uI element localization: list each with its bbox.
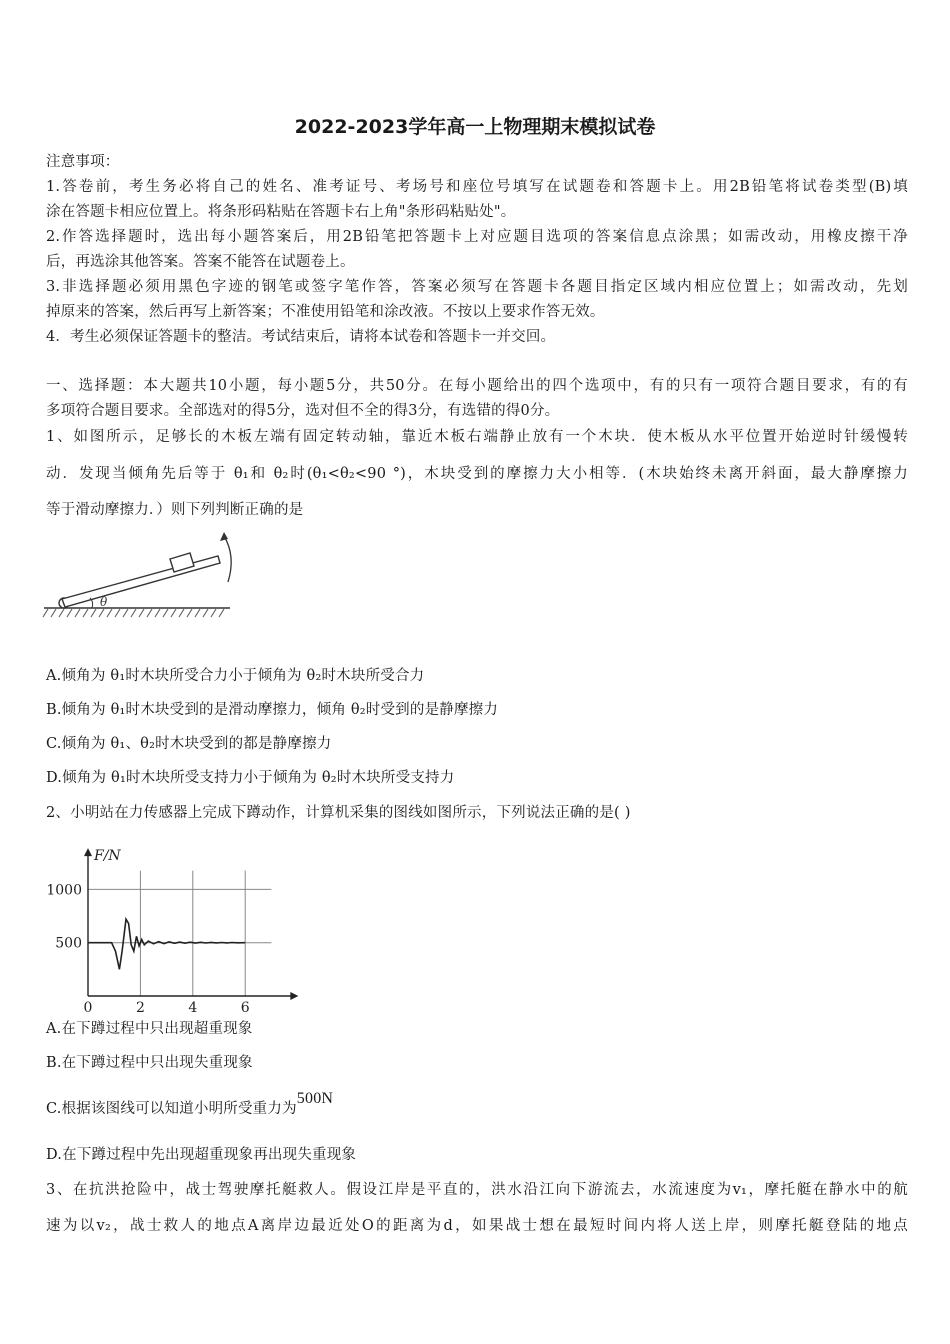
- notice-line: 2.作答选择题时，选出每小题答案后，用2B铅笔把答题卡上对应题目选项的答案信息点涂黑；如需改动，用橡皮擦干净: [46, 229, 908, 245]
- section-instructions: 一、选择题：本大题共10小题，每小题5分，共50分。在每小题给出的四个选项中，有的只有一项符合题目要求，有的有: [46, 378, 908, 394]
- section-instructions: 多项符合题目要求。全部选对的得5分，选对但不全的得3分，有选错的得0分。: [46, 403, 560, 419]
- q2-force-chart: [40, 832, 310, 1012]
- q1-option-b: B.倾角为 θ₁时木块受到的是滑动摩擦力，倾角 θ₂时受到的是静摩擦力: [46, 702, 499, 718]
- notice-line: 4．考生必须保证答题卡的整洁。考试结束后，请将本试卷和答题卡一并交回。: [46, 329, 556, 345]
- chart-axes: [84, 848, 298, 1000]
- chart-ticks: [46, 882, 249, 1012]
- q2-option-d: D.在下蹲过程中先出现超重现象再出现失重现象: [46, 1147, 357, 1163]
- ground-hatching: [43, 609, 224, 617]
- x-axis-arrow: [290, 992, 298, 1000]
- angle-label: θ: [100, 595, 108, 609]
- q2-option-c-value: 500N: [296, 1090, 334, 1107]
- q2-stem: 2、小明站在力传感器上完成下蹲动作，计算机采集的图线如图所示，下列说法正确的是( ): [46, 805, 631, 821]
- q1-stem: 动．发现当倾角先后等于 θ₁和 θ₂时(θ₁<θ₂<90 °)，木块受到的摩擦力大小相等．(木块始终未离开斜面，最大静摩擦力: [46, 466, 908, 482]
- q1-option-c: C.倾角为 θ₁、θ₂时木块受到的都是静摩擦力: [46, 736, 332, 752]
- q2-option-c-text: C.根据该图线可以知道小明所受重力为: [46, 1101, 297, 1117]
- q3-stem: 速为以v₂，战士救人的地点A离岸边最近处O的距离为d，如果战士想在最短时间内将人送上岸，则摩托艇登陆的地点: [46, 1218, 908, 1234]
- y-tick-label: 500: [55, 935, 82, 952]
- q1-option-a: A.倾角为 θ₁时木块所受合力小于倾角为 θ₂时木块所受合力: [46, 668, 425, 684]
- q1-option-d: D.倾角为 θ₁时木块所受支持力小于倾角为 θ₂时木块所受支持力: [46, 770, 455, 786]
- q1-stem: 等于滑动摩擦力．）则下列判断正确的是: [46, 502, 304, 518]
- notice-line: 掉原来的答案，然后再写上新答案；不准使用铅笔和涂改液。不按以上要求作答无效。: [46, 304, 605, 320]
- chart-grid: [88, 871, 271, 996]
- notice-line: 3.非选择题必须用黑色字迹的钢笔或签字笔作答，答案必须写在答题卡各题目指定区域内相应位置上；如需改动，先划: [46, 279, 908, 295]
- page-title: 2022-2023学年高一上物理期末模拟试卷: [294, 116, 656, 138]
- arrow-head: [220, 532, 228, 541]
- notice-line: 后，再选涂其他答案。答案不能答在试题卷上。: [46, 254, 355, 270]
- x-tick-label: 6: [240, 1000, 250, 1012]
- q2-option-c: [46, 1090, 908, 1119]
- notice-heading: 注意事项：: [46, 154, 120, 170]
- y-axis-label: F/N: [94, 848, 121, 865]
- q2-option-b: B.在下蹲过程中只出现失重现象: [46, 1055, 253, 1071]
- rotation-arrow: [224, 536, 231, 582]
- notice-line: 1.答卷前，考生务必将自己的姓名、准考证号、考场号和座位号填写在试题卷和答题卡上。用2B铅笔将试卷类型(B)填: [46, 179, 908, 195]
- y-tick-label: 1000: [46, 882, 82, 899]
- x-tick-label: 0: [83, 1000, 93, 1012]
- notice-line: 涂在答题卡相应位置上。将条形码粘贴在答题卡右上角"条形码粘贴处"。: [46, 204, 516, 220]
- q2-option-a: A.在下蹲过程中只出现超重现象: [46, 1021, 253, 1037]
- q3-stem: 3、在抗洪抢险中，战士驾驶摩托艇救人。假设江岸是平直的，洪水沿江向下游流去，水流速度为v₁，摩托艇在静水中的航: [46, 1182, 908, 1198]
- q1-stem: 1、如图所示，足够长的木板左端有固定转动轴，靠近木板右端静止放有一个木块．使木板从水平位置开始逆时针缓慢转: [46, 429, 908, 445]
- q1-incline-figure: [40, 528, 240, 624]
- force-series-line: [88, 919, 245, 969]
- x-tick-label: 4: [188, 1000, 198, 1012]
- x-tick-label: 2: [135, 1000, 145, 1012]
- wooden-board: [62, 556, 220, 607]
- y-axis-arrow: [84, 848, 92, 856]
